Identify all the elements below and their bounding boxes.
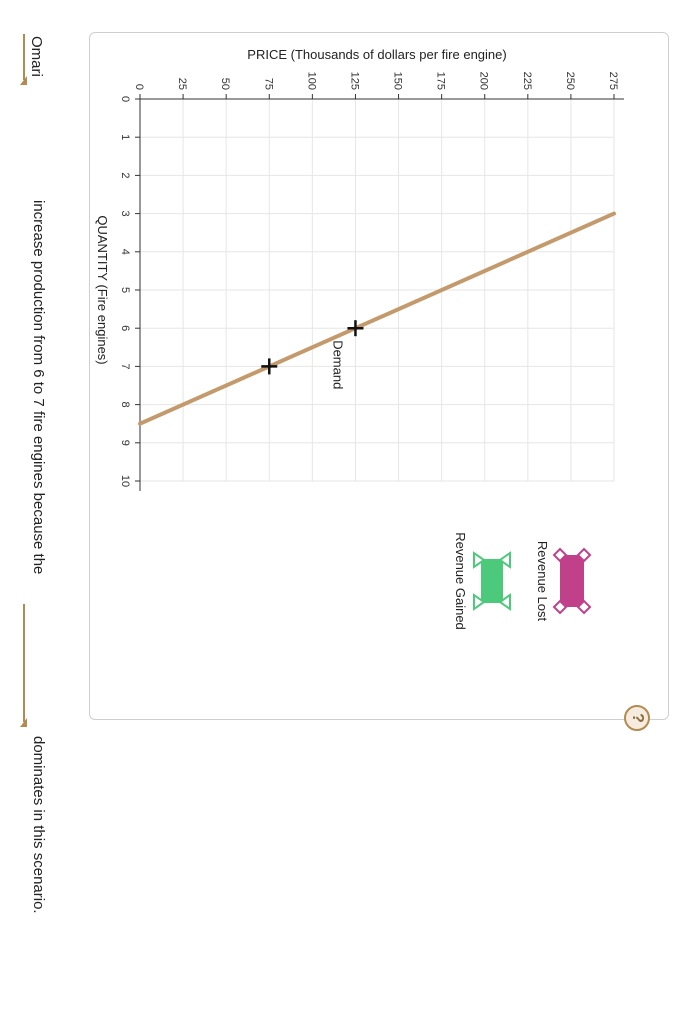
x-tick-label: 3 bbox=[119, 210, 131, 217]
x-tick-label: 8 bbox=[119, 401, 131, 408]
demand-label: Demand bbox=[330, 340, 346, 390]
dropdown-effect[interactable] bbox=[23, 604, 47, 722]
y-tick-label: 150 bbox=[391, 71, 404, 90]
demand-curve bbox=[140, 214, 614, 424]
legend-layer bbox=[453, 532, 590, 630]
x-tick-label: 10 bbox=[119, 474, 131, 488]
y-tick-label: 200 bbox=[477, 71, 490, 90]
question-sentence bbox=[21, 0, 51, 1024]
x-axis-label: QUANTITY (Fire engines) bbox=[95, 215, 110, 365]
x-tick-label: 9 bbox=[119, 439, 131, 446]
x-tick-label: 4 bbox=[119, 248, 131, 255]
revenue-lost-swatch bbox=[560, 555, 584, 607]
y-tick-label: 250 bbox=[563, 71, 576, 90]
y-tick-label: 125 bbox=[348, 71, 361, 90]
question-text-1: increase production from 6 to 7 fire engines because the bbox=[30, 200, 47, 575]
y-axis-label: PRICE (Thousands of dollars per fire engine) bbox=[247, 47, 507, 62]
y-tick-label: 0 bbox=[133, 83, 145, 90]
revenue-gained-swatch bbox=[481, 559, 503, 603]
x-tick-label: 0 bbox=[119, 95, 131, 103]
grid-layer bbox=[140, 99, 614, 481]
graph-panel bbox=[89, 32, 669, 723]
dropdown-effect-value bbox=[28, 604, 45, 606]
dropdown-subject[interactable] bbox=[23, 34, 47, 80]
chevron-down-icon bbox=[20, 718, 27, 727]
y-tick-label: 225 bbox=[520, 71, 533, 90]
revenue-lost-label: Revenue Lost bbox=[535, 540, 550, 622]
y-tick-label: 100 bbox=[305, 71, 318, 90]
y-tick-label: 275 bbox=[607, 71, 619, 90]
dropdown-subject-value: Omari bbox=[28, 36, 45, 77]
help-button[interactable]: ? bbox=[624, 705, 650, 731]
y-tick-label: 25 bbox=[176, 77, 189, 90]
y-tick-label: 175 bbox=[434, 71, 447, 90]
chevron-down-icon bbox=[20, 76, 27, 85]
revenue-gained-label: Revenue Gained bbox=[453, 532, 468, 630]
axis-layer bbox=[95, 47, 624, 491]
y-tick-label: 50 bbox=[219, 77, 232, 90]
x-tick-label: 2 bbox=[119, 172, 131, 179]
question-text-2: dominates in this scenario. bbox=[30, 736, 47, 914]
chart-svg bbox=[90, 33, 668, 719]
y-tick-label: 75 bbox=[262, 77, 275, 90]
x-tick-label: 6 bbox=[119, 325, 131, 332]
x-tick-label: 7 bbox=[119, 363, 131, 370]
x-tick-label: 5 bbox=[119, 286, 131, 294]
x-tick-label: 1 bbox=[119, 134, 131, 141]
series-layer bbox=[140, 214, 614, 424]
